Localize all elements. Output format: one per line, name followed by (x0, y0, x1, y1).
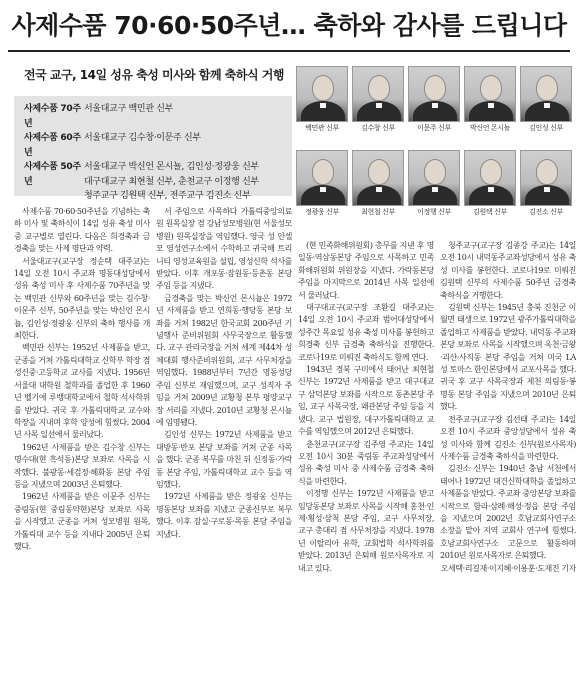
photo-caption: 박신언 몬시뇰 (470, 124, 510, 132)
article-paragraph: 금경축을 맞는 박신언 몬시뇰은 1972년 사제품을 받고 연희동·행당동 본당 보좌를 거쳐 1982년 한국교회 200주년 기념행사 준비위원회 사무국장으로 활동했다. 교구 관리국장을 거쳐 세계 제44차 성체대회 행사준비위원회, 교구 사무처장을 역임했다. 1988년부터 7년간 명동성당 주임 신부로 재임했으며, 교구 성직자 주임을 거쳐 2009년 교황청 본부 평양교구장 서리를 지냈다. 2010년 교황청 몬시뇰에 임명됐다. (156, 293, 292, 427)
article-paragraph: 1962년 사제품을 받은 김수창 신부는 명수대(현 흑석동)본당 보좌로 사목을 시작했다. 불광동·세검정·혜화동 본당 주임 등을 지냈으며 2003년 은퇴했다. (14, 442, 150, 489)
priest-photo (352, 66, 404, 133)
photo-caption: 이정행 신부 (417, 208, 451, 216)
priest-photo (520, 66, 572, 133)
priest-photo (296, 66, 348, 133)
portrait-image (520, 150, 572, 206)
article-column-3 (298, 240, 434, 680)
honoree-name-line: 서울대교구 박신언 몬시뇰, 김인성·정광웅 신부 (84, 162, 259, 172)
article-paragraph: 1943년 경북 구미에서 태어난 최현철 신부는 1972년 사제품을 받고 대구대교구 삼덕본당 보좌를 시작으로 동촌본당 주임, 교구 사목국장, 왜관본당 주임 등을 지냈다. 교구 법원장, 대구가톨릭대학교 교수를 역임했으며 2012년 은퇴했다. (298, 365, 434, 437)
byline: 오세택·리길재·이지혜·이용훈·도재진 기자 (440, 563, 576, 573)
article-paragraph: 김인성 신부는 1972년 사제품을 받고 대방동·반포 본당 보좌를 거쳐 군종 사목을 했다. 군종 복무를 마친 뒤 신정동·가락동 본당 주임, 가톨릭대학교 교수 등을 역임했다. (156, 430, 292, 489)
article-paragraph: 사제수품 70·60·50주년을 기념하는 축하 미사 및 축하식이 14일 성유 축성 미사 중 교구별로 열린다. 다음은 희경축과 금경축을 맞는 사제 명단과 약력. (14, 207, 150, 254)
portrait-image (352, 66, 404, 122)
article-paragraph: 1962년 사제품을 받은 이문주 신부는 중림동(현 중림동약현)본당 보좌로 사목을 시작했고 군종을 거쳐 성모병원 원목, 가톨릭대 교수 등을 지내다 2005년 은퇴했다. (14, 492, 150, 551)
priest-photo (408, 66, 460, 133)
article-paragraph: 백민관 신부는 1952년 사제품을 받고, 군종을 거쳐 가톨릭대학교 신학부 학장 겸 성신중·고등학교 교사를 지냈다. 1956년 서울대 대학원 철학과를 졸업한 후 1960년 벨기에 루뱅대학교에서 철학 석사학위를 받았다. 귀국 후 가톨릭대학교 교수와 학장을 지내며 후학 양성에 힘썼다. 2004년 사목 일선에서 물러났다. (14, 343, 150, 440)
priest-photo (408, 150, 460, 217)
honoree-name-line: 청주교구 김원택 신부, 전주교구 김진소 신부 (84, 191, 251, 201)
headline-rule (8, 50, 570, 52)
honoree-label: 사제수품 60주년 (24, 133, 81, 158)
honoree-names (84, 160, 282, 204)
honoree-name-line: 대구대교구 최현철 신부, 춘천교구 이정행 신부 (84, 176, 259, 187)
article-column-4 (440, 240, 576, 680)
photo-caption: 최현철 신부 (361, 208, 395, 216)
photo-caption: 김수창 신부 (361, 124, 395, 132)
portrait-image (408, 66, 460, 122)
honoree-row-70 (24, 102, 282, 131)
article-paragraph: 1972년 사제품을 받은 정광웅 신부는 명동본당 보좌를 지냈고 군종신부로 복무했다. 이후 잠실·구로동·목동 본당 주임을 지냈다. (156, 492, 292, 539)
photo-caption: 김원택 신부 (473, 208, 507, 216)
portrait-image (352, 150, 404, 206)
article-paragraph: (현 민족화해위원회) 총무를 지낸 후 명일동·역삼동본당 주임으로 사목하고 민족화해위원회 위원장을 지냈다. 가락동본당 주임을 마지막으로 2014년 사목 일선에서 물러났다. (298, 241, 434, 300)
priest-photo (464, 66, 516, 133)
photo-caption: 김진소 신부 (529, 208, 563, 216)
portrait-image (464, 150, 516, 206)
honoree-row-60 (24, 131, 282, 160)
honoree-names (84, 102, 282, 131)
priest-photo (296, 150, 348, 217)
article-paragraph: 서울대교구(교구장 정순택 대주교)는 14일 오전 10시 주교좌 명동대성당에서 성유 축성 미사 후 사제수품 70주년을 맞는 백민관 신부와 60주년을 맞는 김수창·이문주 신부, 50주년을 맞는 박신언 몬시뇰, 김인성·정광웅 신부의 축하 행사를 개최한다. (14, 256, 150, 341)
priest-photo (520, 150, 572, 217)
article-column-2 (156, 206, 292, 680)
honoree-name-line: 서울대교구 백민관 신부 (84, 104, 174, 114)
photo-caption: 이문주 신부 (417, 124, 451, 132)
portrait-image (296, 66, 348, 122)
honoree-label: 사제수품 70주년 (24, 104, 81, 129)
photo-caption: 김인성 신부 (529, 124, 563, 132)
article-paragraph: 이정행 신부는 1972년 사제품을 받고 임당동본당 보좌로 사목을 시작해 홍천·인제·횡성·삼척 본당 주임, 교구 사무처장, 교구 총대리 겸 사무처장을 지냈다. 1978년 이탈리아 유학, 교회법학 석사학위를 받았다. 2013년 은퇴해 원로사목자로 지내고 있다. (298, 489, 434, 573)
priest-photo-grid (296, 66, 572, 234)
portrait-image (408, 150, 460, 206)
portrait-image (296, 150, 348, 206)
honoree-name-line: 서울대교구 김수창·이문주 신부 (84, 133, 201, 143)
honoree-label: 사제수품 50주년 (24, 162, 81, 187)
article-column-1 (14, 206, 150, 680)
portrait-image (520, 66, 572, 122)
priest-photo (464, 150, 516, 217)
priest-photo (352, 150, 404, 217)
headline: 사제수품 70·60·50주년… 축하와 감사를 드립니다 (11, 11, 567, 40)
article-paragraph: 김원택 신부는 1945년 충북 진천군 이월면 태생으로 1972년 광주가톨릭대학을 졸업하고 사제품을 받았다. 내덕동 주교좌본당 보좌로 사목을 시작했으며 옥천·금왕·괴산·사직동 본당 주임을 거쳐 미국 LA 성 토마스 한인본당에서 교포사목을 했다. 귀국 후 교구 사목국장과 제천 의림동·봉명동 본당 주임을 지냈으며 2010년 은퇴했다. (440, 303, 576, 412)
article-paragraph: 전주교구(교구장 김선태 주교)는 14일 오전 10시 주교좌 중앙성당에서 성유 축성 미사와 함께 김진소 신부(원로사목자) 사제수품 금경축 축하식을 마련한다. (440, 414, 576, 461)
subheadline: 전국 교구, 14일 성유 축성 미사와 함께 축하식 거행 (24, 68, 284, 82)
honoree-row-50 (24, 160, 282, 204)
article-paragraph: 대구대교구(교구장 조환길 대주교)는 14일 오전 10시 주교좌 범어대성당에서 성주간 목요일 성유 축성 미사를 봉헌하고 희경축 신부 금경축 축하식을 진행한다. 코로나19로 미뤄진 축하식도 함께 연다. (298, 303, 434, 362)
article-paragraph: 청주교구(교구장 김종강 주교)는 14일 오전 10시 내덕동주교좌성당에서 성유 축성 미사를 봉헌한다. 코로나19로 미뤄진 김원택 신부의 사제수품 50주년 금경축 축하식을 거행한다. (440, 241, 576, 300)
photo-caption: 백민관 신부 (305, 124, 339, 132)
honoree-names (84, 131, 282, 160)
honoree-box (14, 96, 292, 201)
article-paragraph: 김진소 신부는 1940년 충남 서천에서 태어나 1972년 대건신학대학을 졸업하고 사제품을 받았다. 주교좌 중앙본당 보좌를 시작으로 함라·삼례·해성·정읍 본당 주임을 지냈으며 2002년 호남교회사연구소 소장을 맡아 지역 교회사 연구에 힘썼다. 호남교회사연구소 고문으로 활동하며 2010년 원로사목자로 은퇴했다. (440, 464, 576, 561)
portrait-image (464, 66, 516, 122)
article-paragraph: 서 주임으로 사목하다 가톨릭중앙의료원 원목실장 겸 강남성모병원(현 서울성모병원) 원목실장을 역임했다. 영국 성 안셀모 영성연구소에서 수학하고 귀국해 트리니티 영성교육원을 설립, 영성신학 석사를 받았다. 이후 개포동·잠원동·등촌동 본당 주임 등을 지냈다. (156, 207, 292, 291)
article-paragraph: 춘천교구(교구장 김주영 주교)는 14일 오전 10시 30분 죽림동 주교좌성당에서 성유 축성 미사 중 사제수품 금경축 축하식을 마련한다. (298, 439, 434, 486)
photo-caption: 정광웅 신부 (305, 208, 339, 216)
